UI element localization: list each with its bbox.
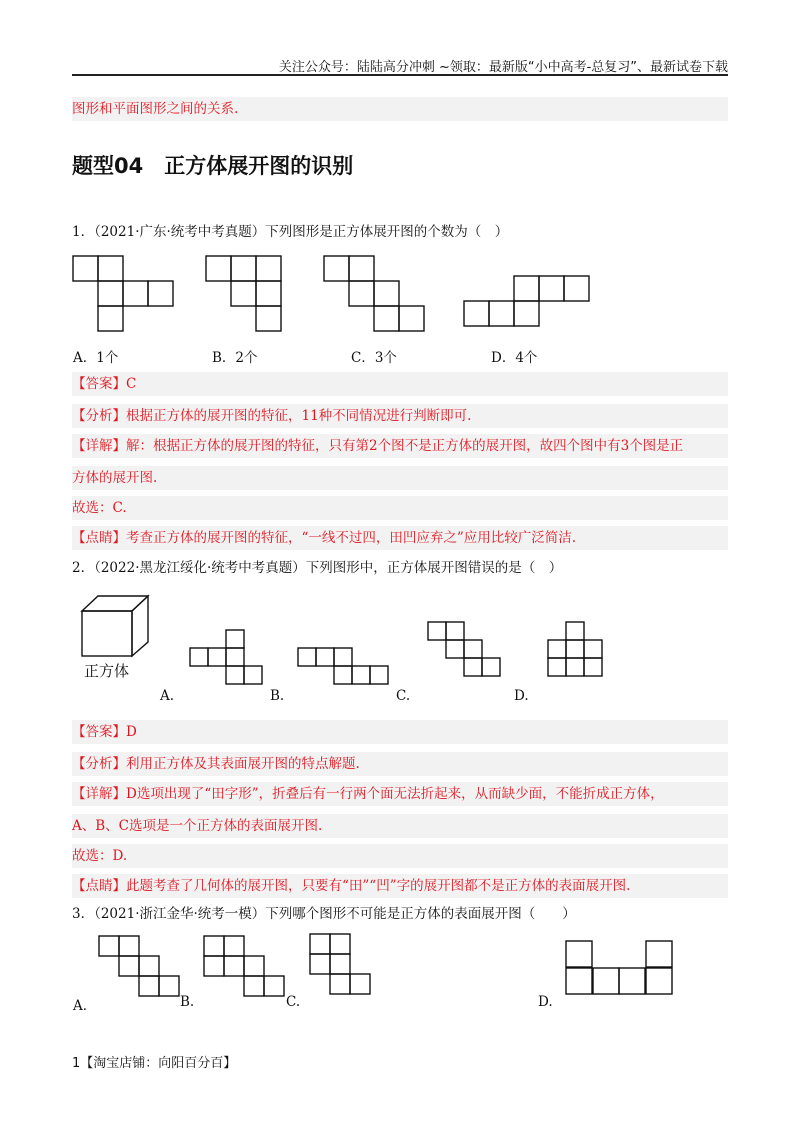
q3-net-b bbox=[204, 936, 286, 998]
q1-detail-line-1: 【详解】解：根据正方体的展开图的特征，只有第2个图不是正方体的展开图，故四个图中有3个图是正 bbox=[72, 434, 728, 458]
q2-option-d: D. bbox=[514, 688, 529, 704]
q3-option-a: A． bbox=[73, 998, 97, 1014]
q3-net-d bbox=[566, 941, 674, 997]
q2-detail-line-2: A、B、C选项是一个正方体的表面展开图. bbox=[72, 814, 728, 838]
q2-analysis: 【分析】利用正方体及其表面展开图的特点解题. bbox=[72, 752, 728, 776]
intro-line: 图形和平面图形之间的关系. bbox=[72, 97, 728, 121]
q3-net-a bbox=[99, 936, 181, 998]
q2-choose: 故选：D. bbox=[72, 844, 728, 868]
q2-net-b bbox=[298, 648, 390, 686]
q1-net-1 bbox=[73, 256, 175, 332]
q1-net-4 bbox=[464, 276, 591, 328]
q2-option-c: C. bbox=[396, 688, 411, 704]
q3-stem: 3．（2021·浙江金华·统考一模）下列哪个图形不可能是正方体的表面展开图（ ） bbox=[72, 906, 576, 922]
q1-option-c: C．3个 bbox=[351, 350, 397, 366]
q1-option-a: A．1个 bbox=[73, 350, 119, 366]
q3-net-c bbox=[310, 934, 382, 996]
q1-tip: 【点睛】考查正方体的展开图的特征，“一线不过四，田凹应弃之”应用比较广泛简洁. bbox=[72, 526, 728, 550]
cube-drawing bbox=[80, 594, 152, 658]
q1-net-3 bbox=[324, 256, 426, 332]
header-rule bbox=[72, 74, 728, 76]
q2-net-a bbox=[190, 630, 268, 686]
q2-net-d bbox=[548, 622, 606, 664]
q1-choose: 故选：C. bbox=[72, 496, 728, 520]
cube-label: 正方体 bbox=[84, 662, 130, 680]
q1-option-b: B．2个 bbox=[212, 350, 258, 366]
q1-analysis: 【分析】根据正方体的展开图的特征，11种不同情况进行判断即可. bbox=[72, 404, 728, 428]
q2-stem: 2．（2022·黑龙江绥化·统考中考真题）下列图形中，正方体展开图错误的是（ ） bbox=[72, 560, 563, 576]
q2-answer: 【答案】D bbox=[72, 720, 728, 744]
q1-option-d: D．4个 bbox=[491, 350, 538, 366]
q2-net-c bbox=[428, 622, 504, 684]
page-footer: 1【淘宝店铺：向阳百分百】 bbox=[72, 1056, 237, 1071]
q2-detail-line-1: 【详解】D选项出现了“田字形”，折叠后有一行两个面无法折起来，从而缺少面，不能折成正方体， bbox=[72, 782, 728, 806]
q3-option-c: C. bbox=[286, 994, 301, 1010]
q1-net-2 bbox=[206, 256, 284, 332]
q2-tip: 【点睛】此题考查了几何体的展开图，只要有“田”“凹”字的展开图都不是正方体的表面展开图. bbox=[72, 874, 728, 898]
q3-option-b: B. bbox=[180, 994, 195, 1010]
q3-option-d: D. bbox=[538, 994, 553, 1010]
q2-option-b: B. bbox=[270, 688, 285, 704]
q1-stem: 1．（2021·广东·统考中考真题）下列图形是正方体展开图的个数为（ ） bbox=[72, 224, 509, 240]
q1-detail-line-2: 方体的展开图. bbox=[72, 466, 728, 490]
q1-answer: 【答案】C bbox=[72, 372, 728, 396]
page-header-text: 关注公众号：陆陆高分冲刺 ~领取：最新版“小中高考-总复习”、最新试卷下载 bbox=[278, 60, 728, 75]
section-title: 题型04 正方体展开图的识别 bbox=[72, 154, 354, 178]
q2-option-a: A. bbox=[160, 688, 175, 704]
